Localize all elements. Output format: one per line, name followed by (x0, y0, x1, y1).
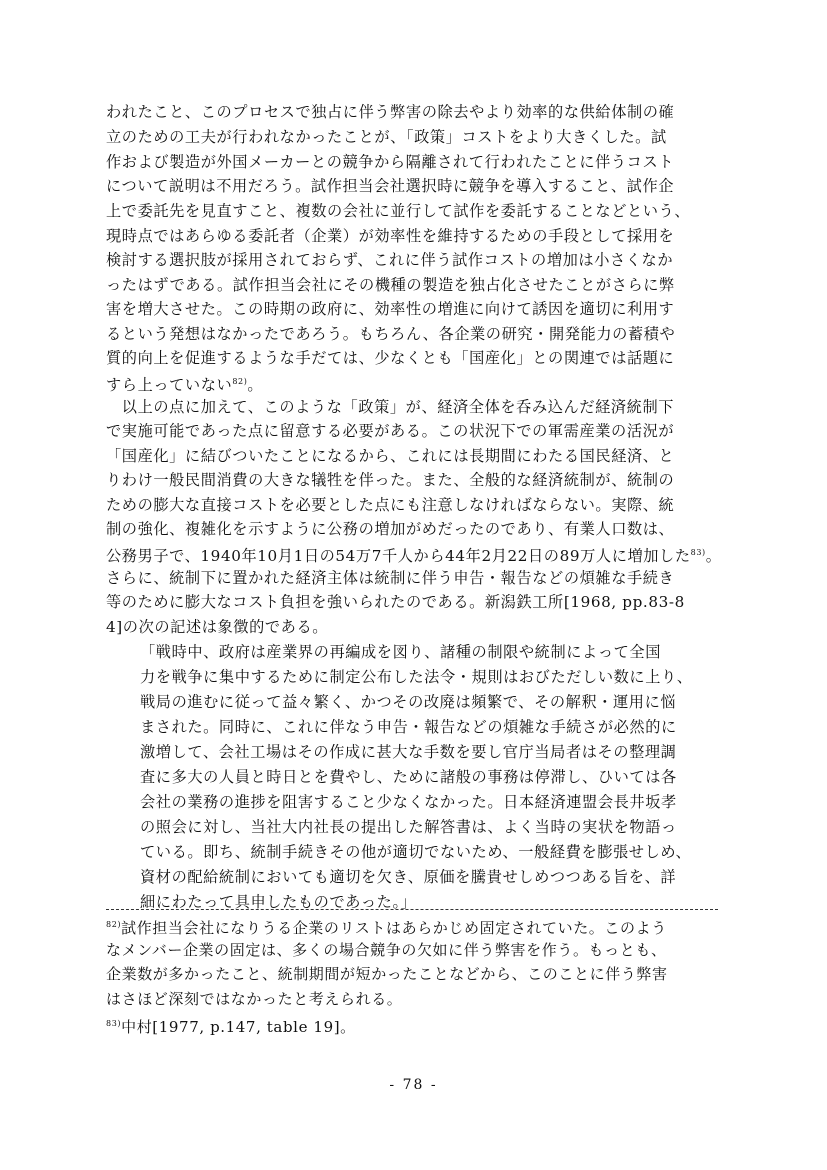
body-line: で実施可能であった点に留意する必要がある。この状況下での軍需産業の活況が (106, 422, 675, 440)
body-line: 作および製造が外国メーカーとの競争から隔離されて行われたことに伴うコスト (106, 153, 675, 171)
footnote-separator (106, 909, 718, 910)
body-line: について説明は不用だろう。試作担当会社選択時に競争を導入すること、試作企 (106, 177, 675, 195)
footnote-mark: 82) (106, 920, 122, 929)
body-line: さらに、統制下に置かれた経済主体は統制に伴う申告・報告などの煩雑な手続き (106, 569, 675, 587)
body-line: りわけ一般民間消費の大きな犠牲を伴った。また、全般的な経済統制が、統制の (106, 471, 675, 489)
quote-line: 細にわたって具申したものであった。」 (140, 893, 417, 911)
footnote-line: 企業数が多かったこと、統制期間が短かったことなどから、このことに伴う弊害 (106, 965, 668, 983)
page-number: - 78 - (389, 1077, 438, 1093)
body-line-tail: 。 (705, 547, 722, 565)
quote-line: 戦局の進むに従って益々繁く、かつその改廃は頻繁で、その解釈・運用に悩 (140, 693, 677, 711)
body-line: 上で委託先を見直すこと、複数の会社に並行して試作を委託することなどという、 (106, 202, 691, 220)
footnote-line: なメンバー企業の固定は、多くの場合競争の欠如に伴う弊害を作う。もっとも、 (106, 941, 667, 959)
body-line: 制の強化、複雑化を示すように公務の増加がめだったのであり、有業人口数は、 (106, 520, 675, 538)
quote-line: 査に多大の人員と時日とを費やし、ために諸般の事務は停滞し、ひいては各 (140, 768, 677, 786)
footnote-line: はさほど深刻ではなかったと考えられる。 (106, 990, 403, 1008)
body-line: 検討する選択肢が採用されておらず、これに伴う試作コストの増加は小さくなか (106, 251, 674, 269)
quote-line: の照会に対し、当社大内社長の提出した解答書は、よく当時の実状を物語っ (140, 818, 677, 836)
body-line-tail: 。 (247, 376, 264, 394)
quote-line: 資材の配給統制においても適切を欠き、原価を騰貴せしめつつある旨を、詳 (140, 868, 677, 886)
quote-line: まされた。同時に、これに伴なう申告・報告などの煩雑な手続さが必然的に (140, 718, 677, 736)
body-line: るという発想はなかったであろう。もちろん、各企業の研究・開発能力の蓄積や (106, 325, 676, 343)
footnote-mark: 83) (106, 1019, 122, 1028)
footnote-text: 中村[1977, p.147, table 19]。 (121, 1018, 356, 1036)
quote-line: 力を戦争に集中するために制定公布した法令・規則はおびただしい数に上り、 (140, 668, 693, 686)
body-line: 質的向上を促進するような手だては、少なくとも「国産化」との関連では話題に (106, 349, 675, 367)
quote-line: ている。即ち、統制手続きその他が適切でないため、一般経費を膨張せしめ、 (140, 843, 692, 861)
body-line: 害を増大させた。この時期の政府に、効率性の増進に向けて誘因を適切に利用す (106, 300, 675, 318)
body-line-text: すら上っていない (106, 376, 233, 394)
body-line (106, 543, 722, 566)
body-line: 現時点ではあらゆる委託者（企業）が効率性を維持するための手段として採用を (106, 227, 675, 245)
footnote-83 (106, 1014, 356, 1037)
quote-line: 激増して、会社工場はその作成に甚大な手数を要し官庁当局者はその整理調 (140, 743, 677, 761)
quote-line: 会社の業務の進捗を阻害すること少なくなかった。日本経済連盟会長井坂孝 (140, 793, 677, 811)
body-line: われたこと、このプロセスで独占に伴う弊害の除去やより効率的な供給体制の確 (106, 103, 675, 121)
body-line-text: 公務男子で、1940年10月1日の54万7千人から44年2月22日の89万人に増加した (106, 547, 691, 565)
body-line: 等のために膨大なコスト負担を強いられたのである。新潟鉄工所[1968, pp.83-8 (106, 593, 685, 611)
body-line: 立のための工夫が行われなかったことが、「政策」コストをより大きくした。試 (106, 128, 667, 146)
footnote-82 (106, 915, 667, 938)
body-line: 4]の次の記述は象徴的である。 (106, 618, 329, 636)
quote-line: 「戦時中、政府は産業界の再編成を図り、諸種の制限や統制によって全国 (140, 643, 661, 661)
body-line: 「国産化」に結びついたことになるから、これには長期間にわたる国民経済、と (106, 447, 675, 465)
body-line: ための膨大な直接コストを必要とした点にも注意しなければならない。実際、統 (106, 496, 675, 514)
body-line: 以上の点に加えて、このような「政策」が、経済全体を呑み込んだ経済統制下 (106, 398, 675, 416)
body-line (106, 372, 263, 395)
body-line: ったはずである。試作担当会社にその機種の製造を独占化させたことがさらに弊 (106, 276, 675, 294)
footnote-ref: 82) (232, 377, 248, 386)
footnote-text: 試作担当会社になりうる企業のリストはあらかじめ固定されていた。このよう (121, 919, 667, 937)
footnote-ref: 83) (690, 548, 706, 557)
